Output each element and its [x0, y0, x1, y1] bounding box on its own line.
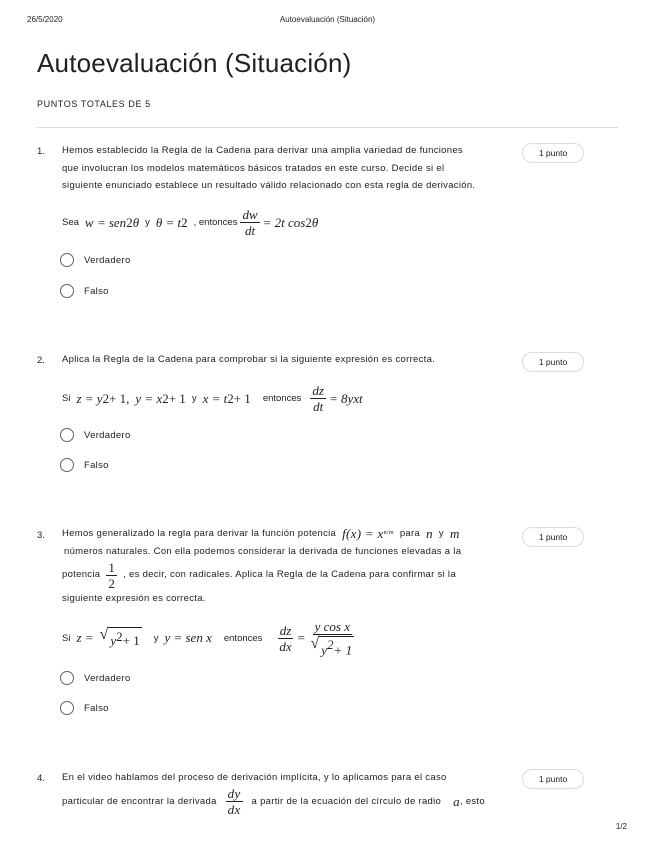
question-2-points-badge: 1 punto	[522, 352, 584, 372]
form-title: Autoevaluación (Situación)	[37, 48, 352, 78]
question-3-formula: Si z = √ $y^2+ 1$ y y = sen x entonces $\frac{dz}{dx}$ = y cos x √ $y^2+ 1$	[62, 619, 353, 658]
question-2-option-falso[interactable]: Falso	[60, 458, 109, 472]
page-number: 1/2	[615, 822, 627, 831]
question-2-number: 2.	[37, 355, 45, 366]
question-1-points-badge: 1 punto	[522, 143, 584, 163]
question-3-option-falso[interactable]: Falso	[60, 701, 109, 715]
question-2-option-verdadero[interactable]: Verdadero	[60, 428, 131, 442]
question-1-text: Hemos establecido la Regla de la Cadena para derivar una amplia variedad de funciones que involucran los modelos matemáticos básicos tratados en este curso. Decide si el siguiente enunciado establece un resultado válido relacionado con esta regla de derivación.	[62, 145, 476, 191]
question-3-text: Hemos generalizado la regla para derivar la función potencia f(x) = x n/m para n y m números naturales. Con ella podemos considerar la derivada de funciones elevadas a la potencia $\frac{1}{2}$ , es decir, con radicales. Aplica la Regla de la Cadena para confirmar si la siguiente expresión es correcta.	[62, 525, 462, 604]
question-3-option-verdadero[interactable]: Verdadero	[60, 671, 131, 685]
question-4-text: En el video hablamos del proceso de derivación implícita, y lo aplicamos para el caso particular de encontrar la derivada $\frac{dy}{dx}$ a partir de la ecuación del círculo de radio a , esto	[62, 772, 485, 817]
question-1-number: 1.	[37, 146, 45, 157]
question-4-points-badge: 1 punto	[522, 769, 584, 789]
print-doc-title: Autoevaluación (Situación)	[279, 15, 376, 24]
question-3-number: 3.	[37, 530, 45, 541]
total-points: PUNTOS TOTALES DE 5	[37, 99, 151, 109]
radio-button[interactable]	[60, 701, 74, 715]
print-date: 26/5/2020	[27, 15, 63, 24]
question-1-formula: Sea w = sen 2 θ y θ = t 2 , entonces $\frac{dw}{dt}$ = 2t cos 2 θ	[62, 207, 319, 238]
radio-button[interactable]	[60, 284, 74, 298]
question-3-points-badge: 1 punto	[522, 527, 584, 547]
radio-button[interactable]	[60, 671, 74, 685]
radio-button[interactable]	[60, 458, 74, 472]
question-2-text: Aplica la Regla de la Cadena para comprobar si la siguiente expresión es correcta.	[62, 354, 436, 365]
question-4-number: 4.	[37, 773, 45, 784]
radio-button[interactable]	[60, 253, 74, 267]
question-2-formula: Si z = y 2 + 1, y = x 2 + 1 y x = t 2 + 1 entonces $\frac{dz}{dt}$ = 8yxt	[62, 383, 363, 414]
radio-button[interactable]	[60, 428, 74, 442]
question-1-option-falso[interactable]: Falso	[60, 284, 109, 298]
header-divider	[37, 127, 618, 128]
question-1-option-verdadero[interactable]: Verdadero	[60, 253, 131, 267]
